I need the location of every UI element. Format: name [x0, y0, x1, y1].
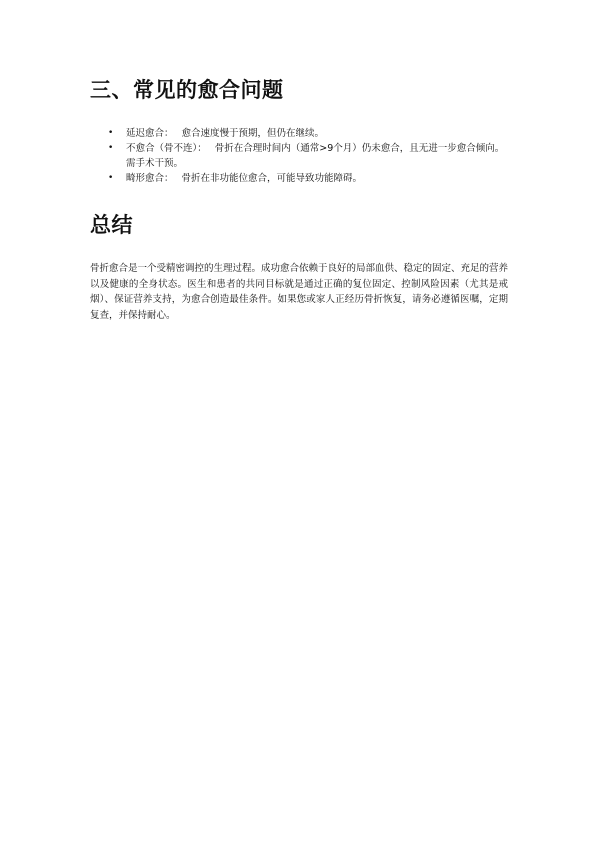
- summary-heading: 总结: [90, 213, 133, 237]
- list-item-delayed-union: [90, 126, 510, 141]
- bullet-icon: •: [108, 128, 114, 138]
- list-item-malunion: [90, 171, 510, 186]
- list-item-term: 畸形愈合：: [126, 173, 174, 184]
- list-item-description: 骨折在合理时间内（通常>9个月）仍未愈合，且无进一步愈合倾向。需手术干预。: [126, 143, 505, 169]
- list-item-description: 骨折在非功能位愈合，可能导致功能障碍。: [181, 173, 363, 184]
- list-item-term: 延迟愈合：: [126, 128, 174, 139]
- list-item-term: 不愈合（骨不连）：: [126, 143, 207, 154]
- section-heading-healing-problems: 三、常见的愈合问题: [90, 78, 284, 102]
- summary-paragraph: 骨折愈合是一个受精密调控的生理过程。成功愈合依赖于良好的局部血供、稳定的固定、充足的营养以及健康的全身状态。医生和患者的共同目标就是通过正确的复位固定、控制风险因素（尤其是戒烟）、保证营养支持，为愈合创造最佳条件。如果您或家人正经历骨折恢复，请务必遵循医嘱，定期复查，并保持耐心。: [90, 263, 509, 321]
- bullet-icon: •: [108, 173, 114, 183]
- list-item-nonunion: [90, 141, 510, 171]
- bullet-icon: •: [108, 143, 114, 153]
- list-item-description: 愈合速度慢于预期，但仍在继续。: [181, 128, 325, 139]
- healing-problems-list: [90, 126, 510, 186]
